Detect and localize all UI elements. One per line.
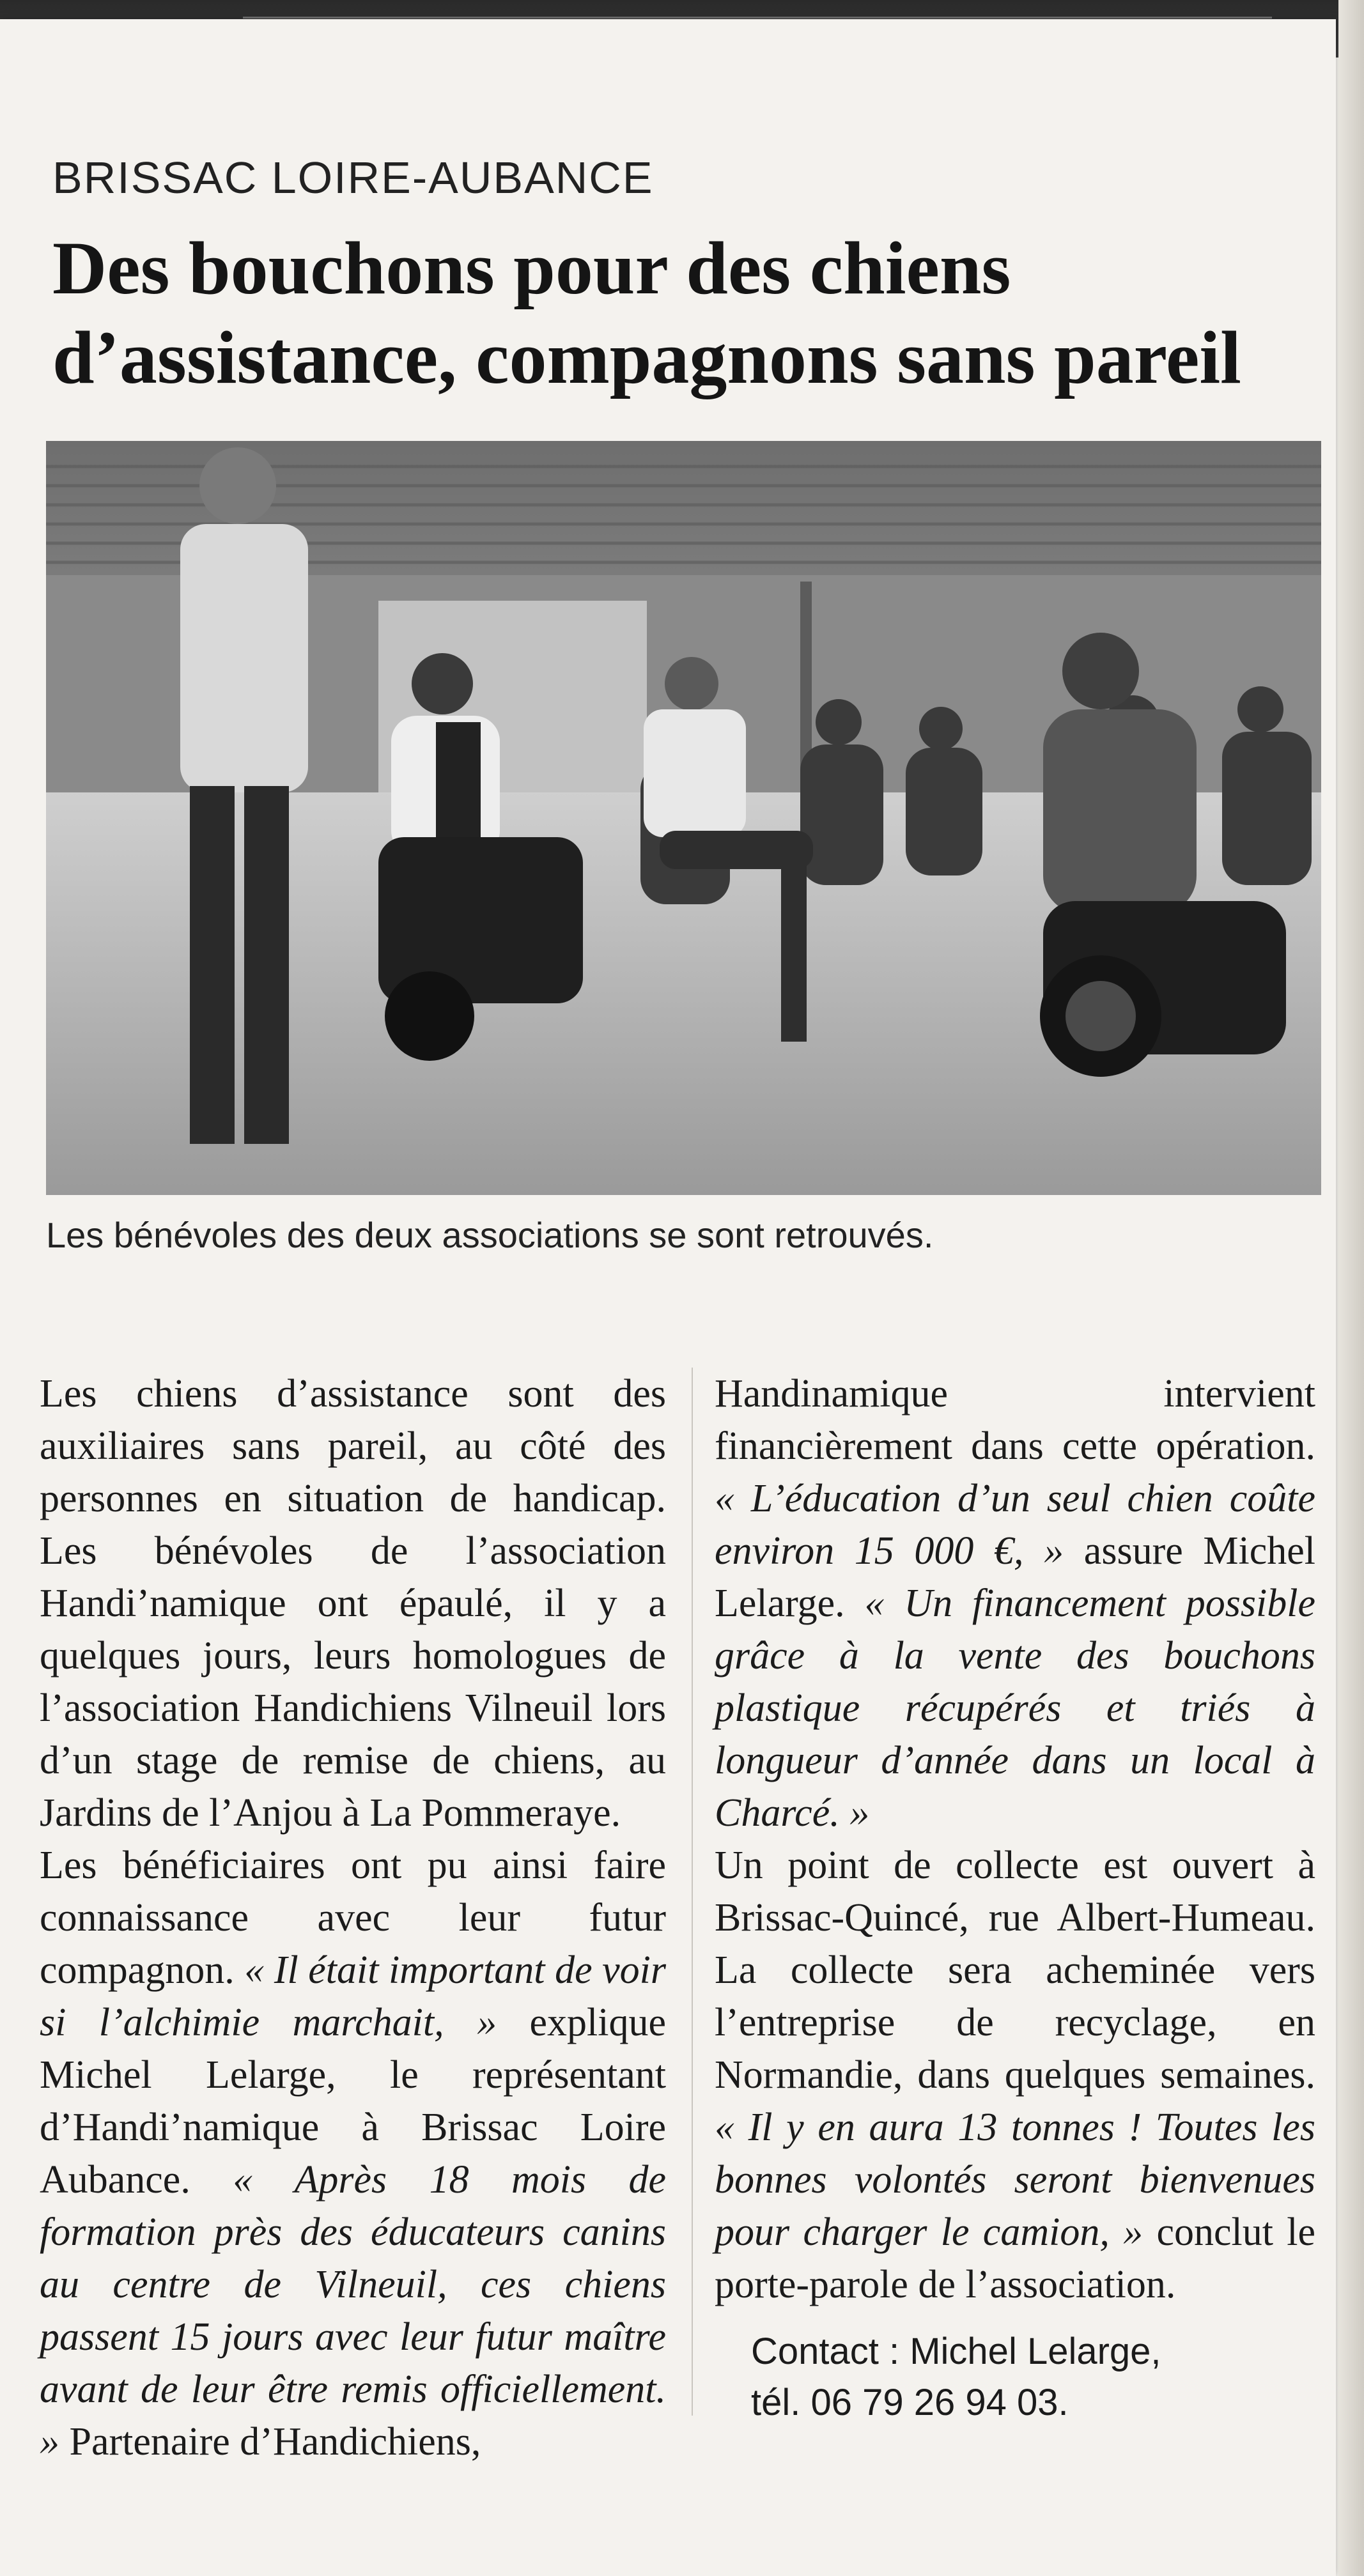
left-p2-text-b: explique Michel Lelarge, le représentant d’Handi’namique à Brissac Loire Aubance. (40, 2001, 666, 2202)
headline-line-1: Des bouchons pour des chiens (52, 226, 1011, 310)
contact-phone: tél. 06 79 26 94 03. (751, 2382, 1069, 2423)
article-kicker: BRISSAC LOIRE-AUBANCE (52, 153, 654, 203)
photo-caption: Les bénévoles des deux associations se sont retrouvés. (46, 1215, 934, 1255)
background-right-edge (1338, 0, 1364, 2576)
right-p2-text-b: conclut le porte-parole de l’association. (715, 2210, 1315, 2306)
left-p2-text-c: Partenaire d’Handichiens, (69, 2420, 481, 2464)
right-p1-quote-1: « L’éducation d’un seul chien coûte environ 15 000 €, » (715, 1477, 1315, 1573)
left-paragraph-2 (40, 1839, 666, 2468)
article-body-right-column (715, 1368, 1315, 2311)
left-p2-quote-2: « Après 18 mois de formation près des éducateurs canins au centre de Vilneuil, ces chiens passent 15 jours avec leur futur maître avant de leur être remis officiellement. » (40, 2158, 666, 2464)
left-p2-quote-1: « Il était important de voir si l’alchimie marchait, » (40, 1948, 666, 2044)
photo-illustration (46, 441, 1321, 1195)
article-body-left-column (40, 1368, 666, 2468)
column-divider (692, 1368, 693, 2416)
left-paragraph-1: Les chiens d’assistance sont des auxiliaires sans pareil, au côté des personnes en situation de handicap. Les bénévoles de l’association Handi’namique ont épaulé, il y a quelques jours, leurs homologues de l’association Handichiens Vilneuil lors d’un stage de remise de chiens, au Jardins de l’Anjou à La Pommeraye. (40, 1372, 666, 1835)
right-paragraph-2 (715, 1839, 1315, 2311)
right-paragraph-1 (715, 1368, 1315, 1839)
right-p2-text-a: Un point de collecte est ouvert à Brissac-Quincé, rue Albert-Humeau. La collecte sera acheminée vers l’entreprise de recyclage, en Normandie, dans quelques semaines. (715, 1844, 1315, 2097)
right-p1-quote-2: « Un financement possible grâce à la vente des bouchons plastique récupérés et triés à longueur d’année dans un local à Charcé. » (715, 1582, 1315, 1835)
right-p1-text-a: Handinamique intervient financièrement dans cette opération. (715, 1372, 1315, 1468)
left-p2-text-a: Les bénéficiaires ont pu ainsi faire connaissance avec leur futur compagnon. (40, 1844, 666, 1992)
top-rule (243, 17, 1272, 19)
right-p1-text-b: assure Michel Lelarge. (715, 1529, 1315, 1625)
article-photo (46, 441, 1321, 1195)
headline-line-2: d’assistance, compagnons sans pareil (52, 316, 1241, 399)
article-headline (52, 224, 1299, 403)
contact-info (751, 2326, 1161, 2428)
contact-name: Contact : Michel Lelarge, (751, 2331, 1161, 2372)
right-p2-quote: « Il y en aura 13 tonnes ! Toutes les bonnes volontés seront bienvenues pour charger le camion, » (715, 2106, 1315, 2254)
